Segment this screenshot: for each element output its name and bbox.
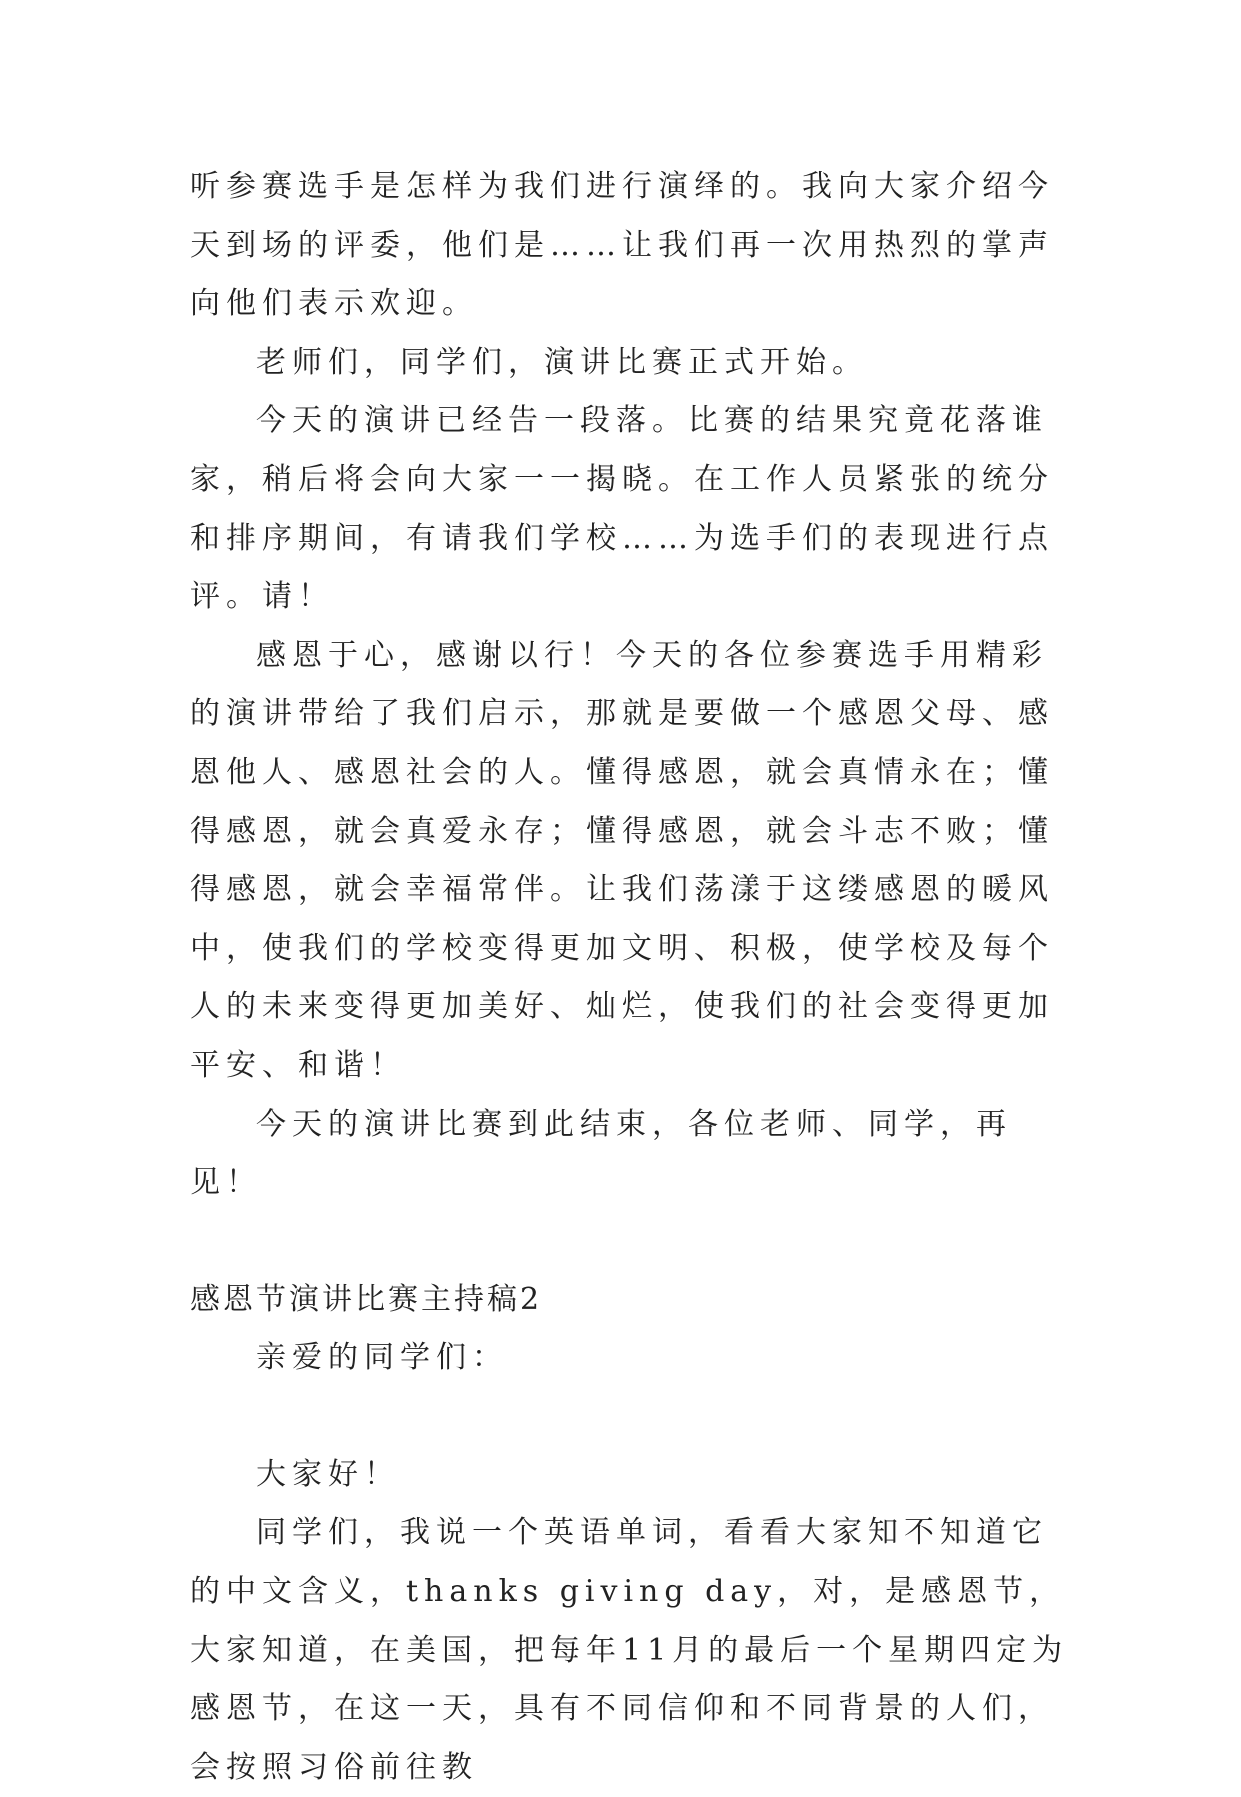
- paragraph-gratitude: 感恩于心，感谢以行！今天的各位参赛选手用精彩的演讲带给了我们启示，那就是要做一个感恩父母、感恩他人、感恩社会的人。懂得感恩，就会真情永在；懂得感恩，就会真爱永存；懂得感恩，就会斗志不败；懂得感恩，就会幸福常伴。让我们荡漾于这缕感恩的暖风中，使我们的学校变得更加文明、积极，使学校及每个人的未来变得更加美好、灿烂，使我们的社会变得更加平安、和谐！: [190, 637, 1054, 1083]
- section-heading: 感恩节演讲比赛主持稿2: [190, 1281, 543, 1317]
- paragraph-salutation: 亲爱的同学们：: [256, 1340, 508, 1376]
- paragraph-contest-start: 老师们，同学们，演讲比赛正式开始。: [256, 344, 868, 380]
- paragraph-thanksgiving-intro: 同学们，我说一个英语单词，看看大家知不知道它的中文含义，thanks giving day，对，是感恩节，大家知道，在美国，把每年11月的最后一个星期四定为感恩节，在这一天，具有不同信仰和不同背景的人们，会按照习俗前往教: [190, 1515, 1069, 1785]
- paragraph-results-pending: 今天的演讲已经告一段落。比赛的结果究竟花落谁家，稍后将会向大家一一揭晓。在工作人员紧张的统分和排序期间，有请我们学校……为选手们的表现进行点评。请！: [190, 403, 1054, 615]
- paragraph-closing: 今天的演讲比赛到此结束，各位老师、同学，再见！: [190, 1106, 1012, 1201]
- document-body: [190, 158, 1070, 1797]
- paragraph-greeting: 大家好！: [256, 1456, 400, 1492]
- paragraph-judges-intro: 听参赛选手是怎样为我们进行演绎的。我向大家介绍今天到场的评委，他们是……让我们再一次用热烈的掌声向他们表示欢迎。: [190, 169, 1054, 322]
